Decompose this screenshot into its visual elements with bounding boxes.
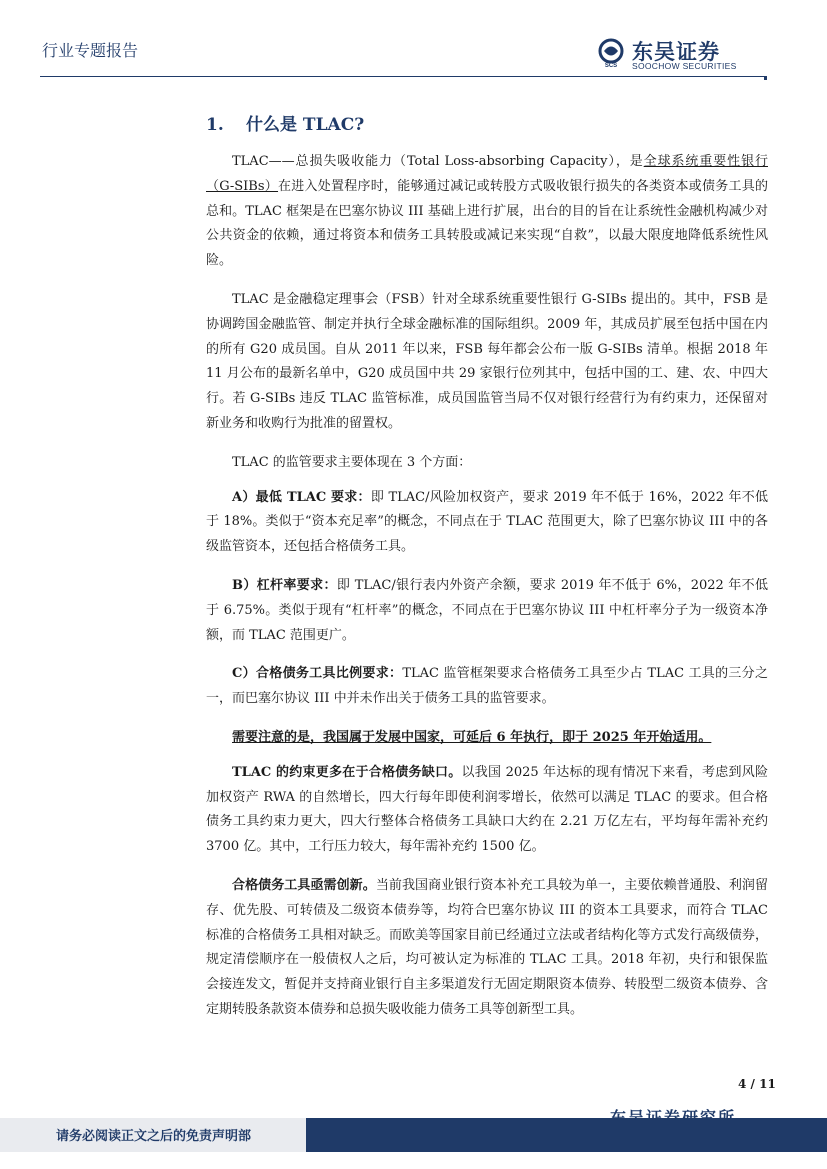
company-logo <box>596 36 766 72</box>
paragraph-text: 在进入处置程序时，能够通过减记或转股方式吸收银行损失的各类资本或债务工具的总和。TLAC 框架是在巴塞尔协议 III 基础上进行扩展，出台的目的旨在让系统性金融机构减少对公共资金的依赖，通过将资本和债务工具转股或减记来实现“自救”，以最大限度地降低系统性风险。 <box>206 178 768 269</box>
section-heading <box>206 110 364 135</box>
logo-english-name: SOOCHOW SECURITIES <box>632 61 737 71</box>
paragraph-text: TLAC 监管框架要求合格债务工具至少占 TLAC 工具的三分之一，而巴塞尔协议 III 中并未作出关于债务工具的监管要求。 <box>206 666 768 707</box>
paragraph-debt-gap <box>206 761 768 860</box>
paragraph-note <box>206 726 768 751</box>
company-logo-icon <box>596 38 626 68</box>
emphasized-note: 需要注意的是，我国属于发展中国家，可延后 6 年执行，即于 2025 年开始适用。 <box>232 729 712 745</box>
underlined-term: 全球系统重要性银行（G-SIBs） <box>206 154 768 194</box>
section-title-text: 什么是 TLAC? <box>246 115 365 135</box>
header-divider <box>40 76 767 77</box>
innovation-heading: 合格债务工具亟需创新。 <box>232 877 376 893</box>
requirement-c-heading: C）合格债务工具比例要求： <box>232 666 403 682</box>
section-number: 1. <box>206 115 224 135</box>
logo-mark-text: SCS <box>604 63 618 68</box>
report-type-label: 行业专题报告 <box>42 41 139 60</box>
debt-gap-heading: TLAC 的约束更多在于合格债务缺口。 <box>232 764 462 780</box>
paragraph-text: 以我国 2025 年达标的现有情况下来看，考虑到风险加权资产 RWA 的自然增长，四大行每年即使利润零增长，依然可以满足 TLAC 的要求。但合格债务工具约束力更大，四大行整体合格债务工具缺口大约在 2.21 万亿左右，平均每年需补充约 3700 亿。其中，工行压力较大，每年需补充约 1500 亿。 <box>206 764 768 855</box>
header-divider-tick <box>764 76 767 80</box>
paragraph-fsb: TLAC 是金融稳定理事会（FSB）针对全球系统重要性银行 G-SIBs 提出的。其中，FSB 是协调跨国金融监管、制定并执行全球金融标准的国际组织。2009 年，其成员扩展至包括中国在内的所有 G20 成员国。自从 2011 年以来，FSB 每年都会公布一版 G-SIBs 清单。根据 2018 年 11 月公布的最新名单中，G20 成员国中共 29 家银行位列其中，包括中国的工、建、农、中四大行。若 G-SIBs 违反 TLAC 监管标准，成员国监管当局不仅对银行经营行为有约束力，还保留对新业务和收购行为批准的留置权。 <box>206 291 768 431</box>
requirement-a-heading: A）最低 TLAC 要求： <box>232 489 371 505</box>
paragraph-requirement-a <box>206 486 768 560</box>
page-number: 4 / 11 <box>738 1077 776 1091</box>
paragraph-innovation <box>206 874 768 1023</box>
paragraph-text: TLAC——总损失吸收能力（Total Loss-absorbing Capacity），是 <box>232 154 644 169</box>
paragraph-text: 即 TLAC/风险加权资产，要求 2019 年不低于 16%，2022 年不低于 18%。类似于“资本充足率”的概念，不同点在于 TLAC 范围更大，除了巴塞尔协议 III 中的各级监管资本，还包括合格债务工具。 <box>206 489 768 555</box>
paragraph-text: 当前我国商业银行资本补充工具较为单一，主要依赖普通股、利润留存、优先股、可转债及二级资本债券等，均符合巴塞尔协议 III 的资本工具要求，而符合 TLAC 标准的合格债务工具相对缺乏。而欧美等国家目前已经通过立法或者结构化等方式发行高级债券，规定清偿顺序在一般债权人之后，均可被认定为标准的 TLAC 工具。2018 年初，央行和银保监会接连发文，暂促并支持商业银行自主多渠道发行无固定期限资本债券、转股型二级资本债券、含定期转股条款资本债券和总损失吸收能力债务工具等创新型工具。 <box>206 877 768 1017</box>
requirement-b-heading: B）杠杆率要求： <box>232 577 337 593</box>
paragraph-requirement-c <box>206 662 768 712</box>
article-body <box>206 150 768 1037</box>
paragraph-text: 即 TLAC/银行表内外资产余额，要求 2019 年不低于 6%，2022 年不低于 6.75%。类似于现有“杠杆率”的概念，不同点在于巴塞尔协议 III 中杠杆率分子为一级资本净额，而 TLAC 范围更广。 <box>206 577 768 643</box>
paragraph-requirements-intro: TLAC 的监管要求主要体现在 3 个方面： <box>232 454 472 470</box>
footer-disclaimer[interactable]: 请务必阅读正文之后的免责声明部 <box>56 1129 252 1144</box>
paragraph-tlac-definition <box>206 150 768 274</box>
paragraph-requirement-b <box>206 574 768 648</box>
logo-chinese-name: 东吴证券 <box>632 40 720 64</box>
